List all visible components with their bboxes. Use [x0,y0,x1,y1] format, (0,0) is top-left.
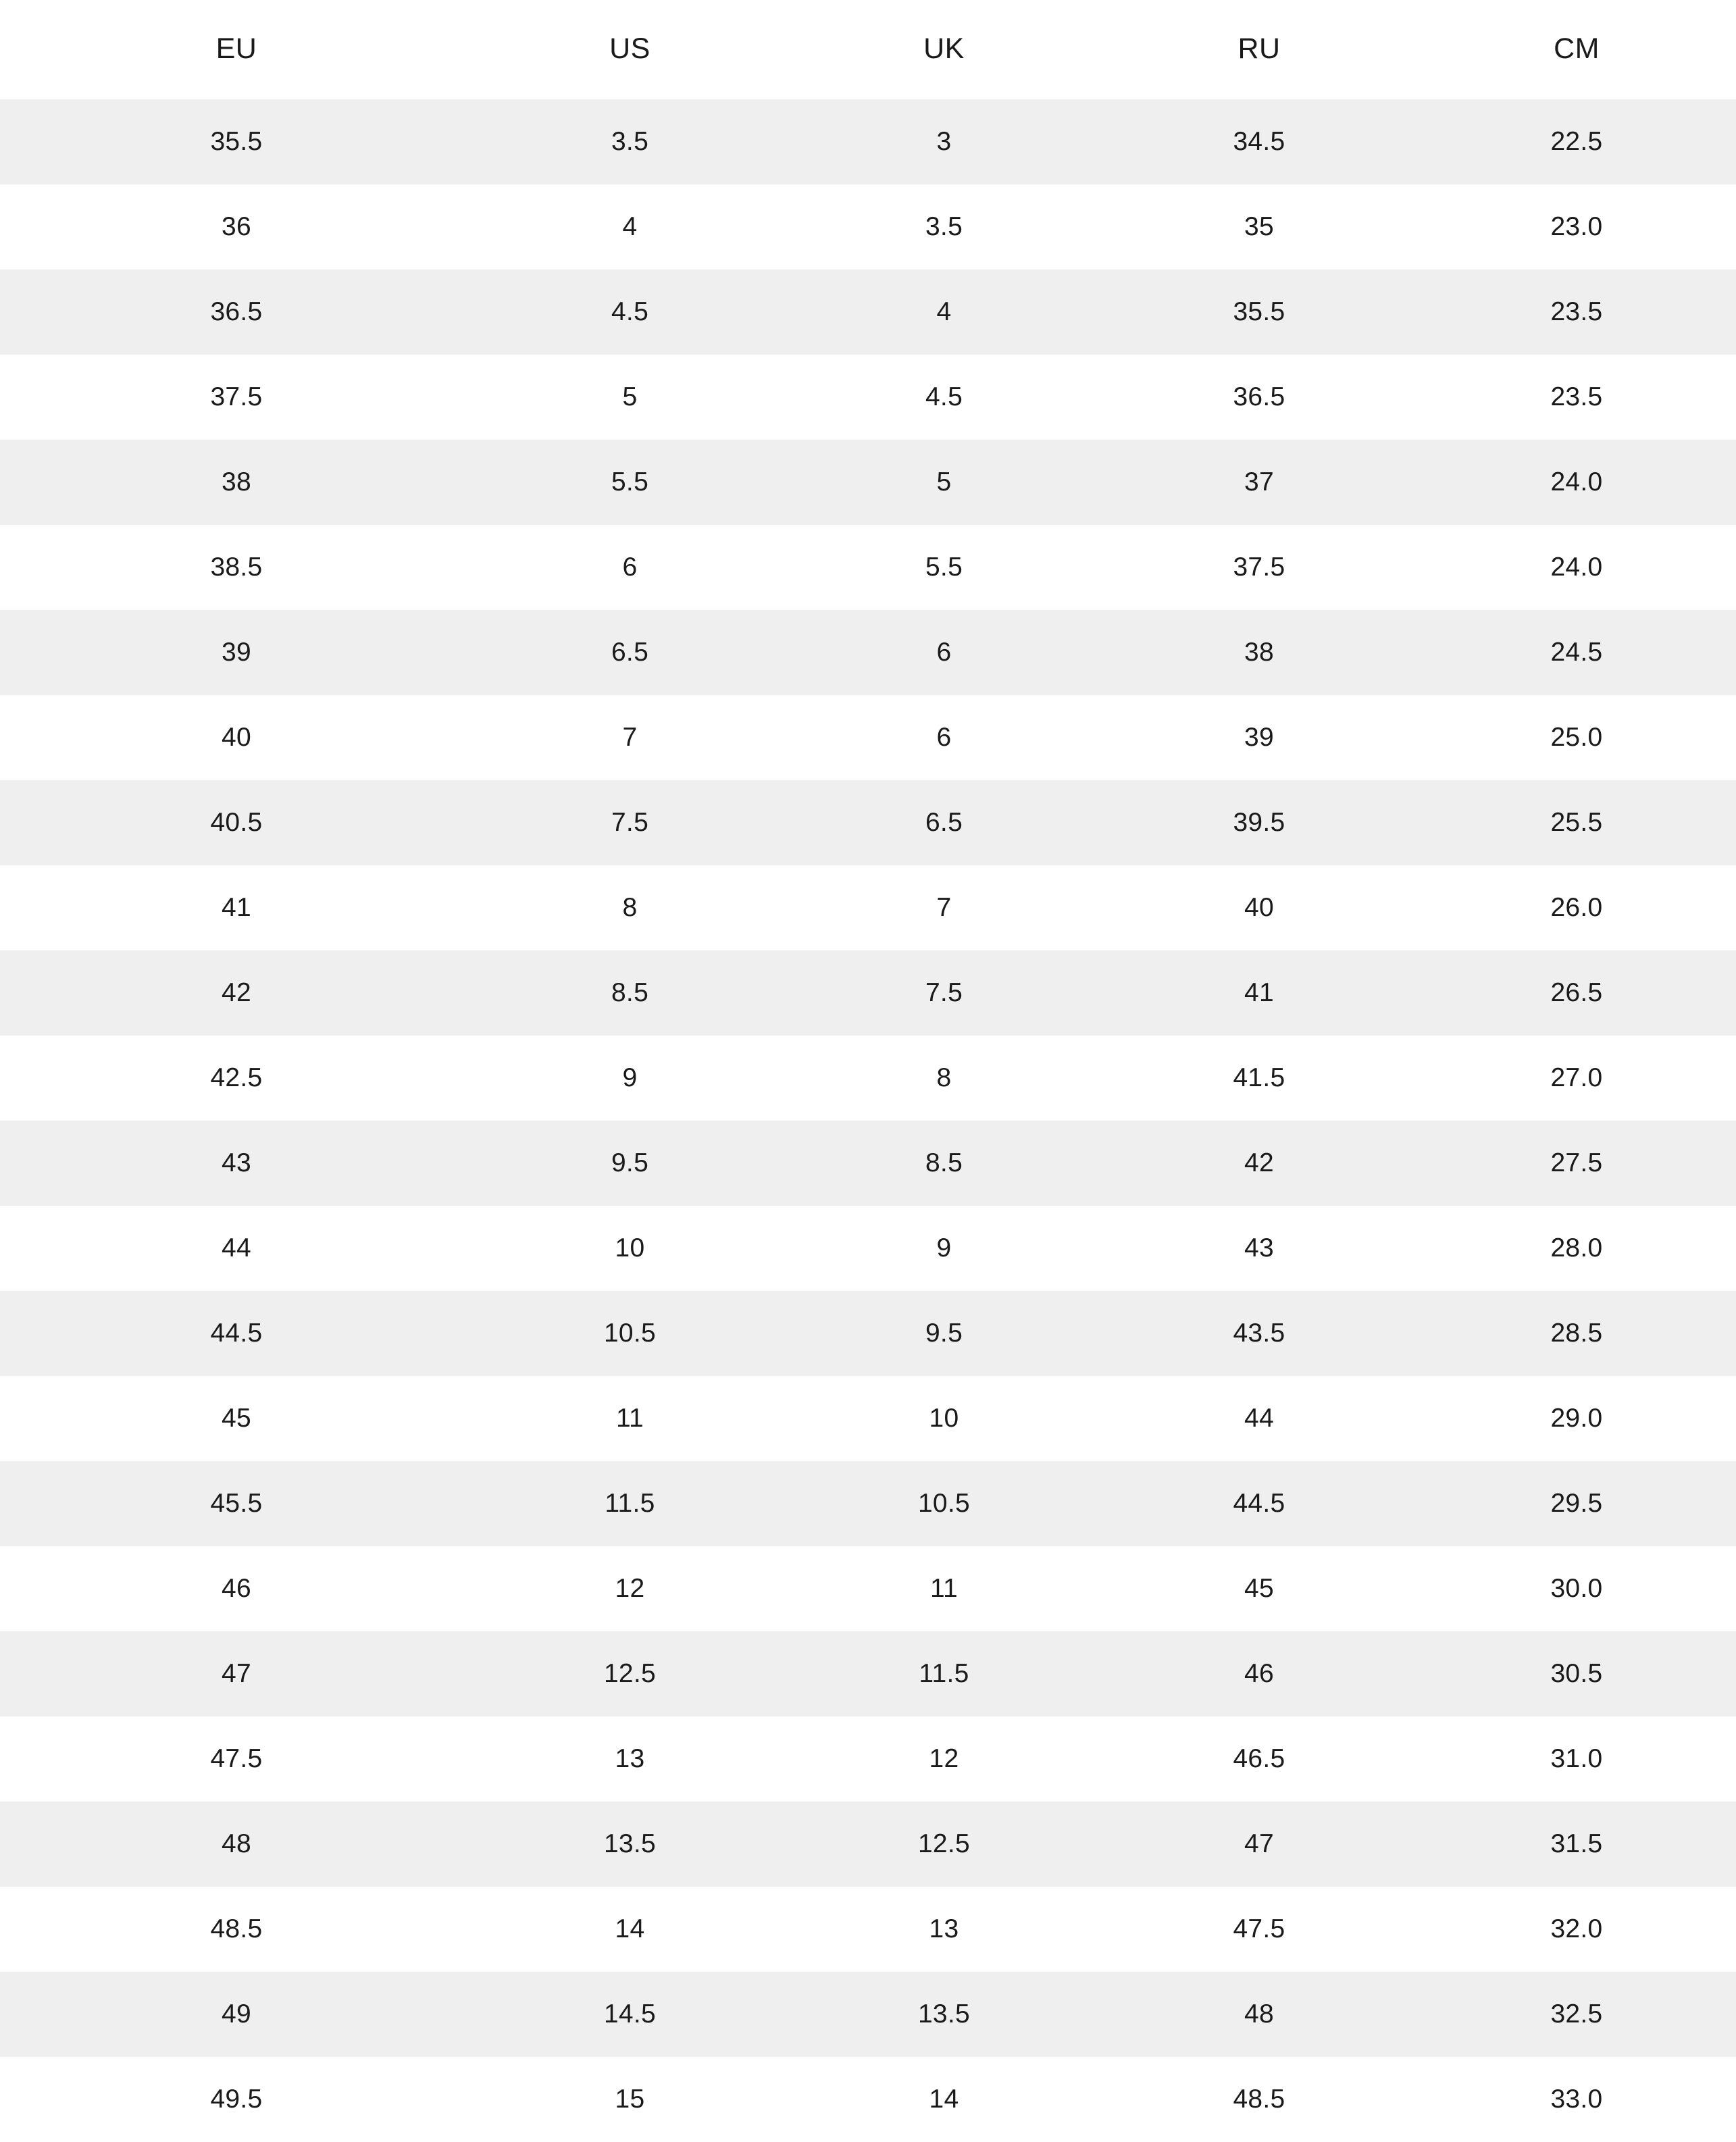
table-cell: 39 [1101,695,1417,780]
table-cell: 7 [787,865,1101,950]
table-cell: 28.0 [1417,1206,1736,1291]
table-cell: 25.0 [1417,695,1736,780]
table-cell: 12.5 [473,1631,787,1716]
table-cell: 48.5 [1101,2057,1417,2142]
table-row [0,1546,1736,1631]
table-cell: 6.5 [473,610,787,695]
table-row [0,1972,1736,2057]
table-cell: 32.0 [1417,1887,1736,1972]
table-cell: 47 [1101,1802,1417,1887]
table-cell: 45 [1101,1546,1417,1631]
table-cell: 23.0 [1417,184,1736,270]
table-cell: 47.5 [0,1716,473,1802]
table-cell: 27.0 [1417,1036,1736,1121]
table-cell: 3.5 [787,184,1101,270]
table-cell: 43 [0,1121,473,1206]
table-cell: 26.5 [1417,950,1736,1036]
table-cell: 13 [473,1716,787,1802]
table-cell: 48 [0,1802,473,1887]
column-header-ru: RU [1101,0,1417,99]
table-row [0,1887,1736,1972]
table-cell: 12 [473,1546,787,1631]
table-cell: 44.5 [1101,1461,1417,1546]
table-cell: 37.5 [1101,525,1417,610]
table-cell: 13.5 [473,1802,787,1887]
table-cell: 39.5 [1101,780,1417,865]
table-cell: 11 [473,1376,787,1461]
table-cell: 31.0 [1417,1716,1736,1802]
table-cell: 30.0 [1417,1546,1736,1631]
table-cell: 4.5 [787,355,1101,440]
table-cell: 44 [0,1206,473,1291]
table-cell: 42 [0,950,473,1036]
table-cell: 13 [787,1887,1101,1972]
table-row [0,950,1736,1036]
table-cell: 40 [1101,865,1417,950]
table-cell: 36.5 [1101,355,1417,440]
table-cell: 41 [0,865,473,950]
table-row [0,865,1736,950]
table-cell: 10 [787,1376,1101,1461]
table-cell: 48 [1101,1972,1417,2057]
table-cell: 8 [787,1036,1101,1121]
table-cell: 6.5 [787,780,1101,865]
table-cell: 46 [0,1546,473,1631]
table-cell: 43.5 [1101,1291,1417,1376]
table-cell: 9.5 [787,1291,1101,1376]
table-cell: 47.5 [1101,1887,1417,1972]
table-cell: 46 [1101,1631,1417,1716]
table-cell: 34.5 [1101,99,1417,184]
table-cell: 6 [787,610,1101,695]
table-cell: 37 [1101,440,1417,525]
table-cell: 35.5 [0,99,473,184]
table-cell: 7 [473,695,787,780]
table-cell: 35.5 [1101,270,1417,355]
table-header [0,0,1736,99]
table-cell: 33.0 [1417,2057,1736,2142]
table-cell: 11 [787,1546,1101,1631]
table-row [0,1291,1736,1376]
table-cell: 5.5 [473,440,787,525]
table-cell: 3 [787,99,1101,184]
table-cell: 24.5 [1417,610,1736,695]
table-cell: 4.5 [473,270,787,355]
table-cell: 9 [787,1206,1101,1291]
table-row [0,1461,1736,1546]
table-cell: 40 [0,695,473,780]
table-cell: 6 [787,695,1101,780]
table-cell: 36 [0,184,473,270]
table-cell: 49 [0,1972,473,2057]
table-cell: 15 [473,2057,787,2142]
table-row [0,1802,1736,1887]
table-cell: 6 [473,525,787,610]
table-row [0,1376,1736,1461]
table-header-row [0,0,1736,99]
table-row [0,525,1736,610]
table-cell: 24.0 [1417,440,1736,525]
table-cell: 23.5 [1417,270,1736,355]
table-row [0,610,1736,695]
table-cell: 44 [1101,1376,1417,1461]
column-header-cm: CM [1417,0,1736,99]
table-row [0,1121,1736,1206]
table-cell: 7.5 [787,950,1101,1036]
table-cell: 40.5 [0,780,473,865]
table-row [0,99,1736,184]
table-cell: 10.5 [787,1461,1101,1546]
table-cell: 35 [1101,184,1417,270]
table-cell: 10 [473,1206,787,1291]
table-row [0,695,1736,780]
table-row [0,1631,1736,1716]
table-cell: 36.5 [0,270,473,355]
table-cell: 47 [0,1631,473,1716]
table-row [0,1716,1736,1802]
table-cell: 23.5 [1417,355,1736,440]
table-cell: 11.5 [473,1461,787,1546]
column-header-us: US [473,0,787,99]
table-cell: 26.0 [1417,865,1736,950]
table-cell: 44.5 [0,1291,473,1376]
table-cell: 8.5 [787,1121,1101,1206]
table-body [0,99,1736,2142]
table-cell: 12.5 [787,1802,1101,1887]
table-row [0,355,1736,440]
column-header-eu: EU [0,0,473,99]
table-cell: 22.5 [1417,99,1736,184]
table-cell: 49.5 [0,2057,473,2142]
table-cell: 41.5 [1101,1036,1417,1121]
table-cell: 8.5 [473,950,787,1036]
table-cell: 42.5 [0,1036,473,1121]
table-cell: 14.5 [473,1972,787,2057]
table-row [0,780,1736,865]
table-row [0,184,1736,270]
table-cell: 4 [787,270,1101,355]
table-cell: 9.5 [473,1121,787,1206]
table-cell: 25.5 [1417,780,1736,865]
table-row [0,440,1736,525]
table-cell: 14 [473,1887,787,1972]
table-cell: 27.5 [1417,1121,1736,1206]
table-cell: 7.5 [473,780,787,865]
table-cell: 32.5 [1417,1972,1736,2057]
table-cell: 29.5 [1417,1461,1736,1546]
table-cell: 38 [0,440,473,525]
table-cell: 38 [1101,610,1417,695]
table-cell: 39 [0,610,473,695]
table-cell: 31.5 [1417,1802,1736,1887]
table-cell: 38.5 [0,525,473,610]
table-cell: 9 [473,1036,787,1121]
table-cell: 42 [1101,1121,1417,1206]
table-cell: 3.5 [473,99,787,184]
table-cell: 30.5 [1417,1631,1736,1716]
table-cell: 45.5 [0,1461,473,1546]
table-cell: 24.0 [1417,525,1736,610]
table-cell: 5 [787,440,1101,525]
table-cell: 28.5 [1417,1291,1736,1376]
table-cell: 29.0 [1417,1376,1736,1461]
table-cell: 48.5 [0,1887,473,1972]
table-row [0,1206,1736,1291]
table-cell: 4 [473,184,787,270]
table-cell: 41 [1101,950,1417,1036]
table-cell: 8 [473,865,787,950]
table-cell: 12 [787,1716,1101,1802]
table-cell: 13.5 [787,1972,1101,2057]
table-cell: 43 [1101,1206,1417,1291]
table-row [0,2057,1736,2142]
table-cell: 46.5 [1101,1716,1417,1802]
column-header-uk: UK [787,0,1101,99]
table-cell: 11.5 [787,1631,1101,1716]
table-row [0,1036,1736,1121]
table-cell: 45 [0,1376,473,1461]
table-cell: 10.5 [473,1291,787,1376]
table-cell: 5.5 [787,525,1101,610]
table-row [0,270,1736,355]
table-cell: 5 [473,355,787,440]
table-cell: 14 [787,2057,1101,2142]
table-cell: 37.5 [0,355,473,440]
